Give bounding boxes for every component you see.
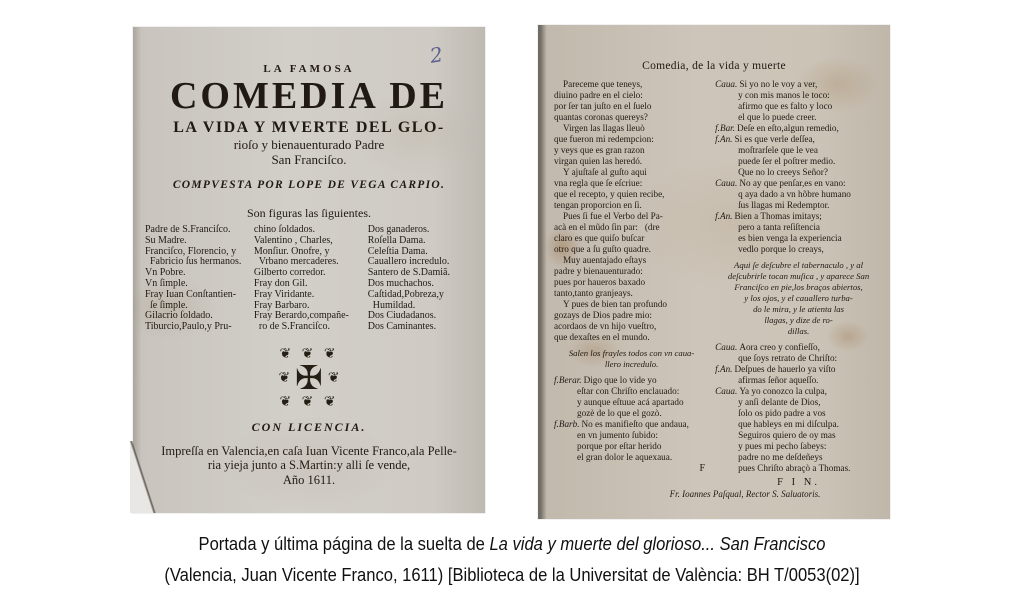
verse-text: gozays de Dios padre mio: <box>554 310 652 320</box>
verse-text: quantas coronas quereys? <box>554 112 648 122</box>
verse-line <box>715 200 882 211</box>
speaker-label: f.Bar. <box>715 123 736 133</box>
verse-line <box>554 430 709 441</box>
subtitle-line-3: San Franciſco. <box>271 152 347 167</box>
page-title: COMEDIA DE <box>169 75 449 117</box>
cast-member: Vn Pobre. <box>145 267 186 279</box>
title-page-scan <box>133 27 485 513</box>
caption-line-2: (Valencia, Juan Vicente Franco, 1611) [Biblioteca de la Universitat de València: BH T/0053(02)] <box>164 565 860 585</box>
verse-text: Si es que verle deſſea, <box>734 134 815 144</box>
verse-text: llero incredulo. <box>604 359 659 369</box>
cast-member: Dos Caminantes. <box>367 321 437 333</box>
speaker-label: Caua. <box>715 386 738 396</box>
verse-text: Pues ſi fue el Verbo del Pa- <box>563 211 663 221</box>
cast-column-3 <box>368 225 475 333</box>
fleuron-band-icon: ❦ ❦ ❦ <box>279 393 339 410</box>
cast-member: Su Madre. <box>145 234 187 246</box>
speaker-label: Caua. <box>715 342 738 352</box>
verse-line <box>554 145 709 156</box>
imprint <box>133 444 485 488</box>
verse-line <box>554 441 709 452</box>
verse-line <box>554 178 709 189</box>
verse-line <box>554 123 709 134</box>
verse-line <box>554 463 709 474</box>
verse-text: el gran dolor le aquexaua. <box>577 452 673 462</box>
verse-text: Deſpues de hauerlo ya viſto <box>734 364 836 374</box>
speaker-label: f.An. <box>715 364 733 374</box>
verse-line <box>715 79 882 90</box>
verse-line <box>554 288 709 299</box>
verse-text: Digo que lo vide yo <box>583 375 657 385</box>
verse-text: otro que a ſu guſto quadre. <box>554 244 651 254</box>
verse-line <box>715 222 882 233</box>
cast-member: Gilberto corredor. <box>253 267 326 279</box>
verse-line <box>715 342 882 353</box>
verse-line <box>715 260 882 271</box>
verse-text: Bien a Thomas imitays; <box>734 211 822 221</box>
cast-member: Padre de S.Franciſco. <box>145 224 231 235</box>
verse-text: Si yo no le voy a ver, <box>739 79 818 89</box>
verse-line <box>554 211 709 222</box>
verse-text: deſcubrirle tocan muſica , y aparece San <box>727 271 870 281</box>
verse-line <box>715 364 882 375</box>
caption-work-title: La vida y muerte del glorioso... San Francisco <box>489 534 826 554</box>
last-page-scan <box>538 25 890 519</box>
verse-line <box>554 419 709 430</box>
verse-line <box>554 101 709 112</box>
verse-text: diuino padre en el cielo: <box>554 90 643 100</box>
verse-text: q aya dado a vn hõbre humano <box>738 189 851 199</box>
verse-line <box>554 277 709 288</box>
verse-line <box>715 419 882 430</box>
verse-line <box>715 430 882 441</box>
subtitle-line-1: LA VIDA Y MVERTE DEL GLO- <box>173 119 445 136</box>
verse-line <box>554 167 709 178</box>
verse-line <box>554 233 709 244</box>
verse-line <box>554 156 709 167</box>
verse-text: eſtar con Chriſto enclauado: <box>577 386 680 396</box>
verse-line <box>554 255 709 266</box>
verse-line <box>715 134 882 145</box>
verse-text: es bien venga la experiencia <box>738 233 842 243</box>
verse-text: que dexaſtes en el mundo. <box>554 332 650 342</box>
cast-member: Valentino , Charles, <box>253 234 333 246</box>
speaker-label: f.Berar. <box>554 375 582 385</box>
verse-line <box>715 315 882 326</box>
verse-text: Muy auentajado eſtays <box>563 255 647 265</box>
verse-line <box>715 189 882 200</box>
verse-text: claro es que quiſo buſcar <box>554 233 645 243</box>
cast-member: Fray don Gil. <box>253 277 308 289</box>
verse-line <box>715 452 882 463</box>
cast-member: Vn ſimple. <box>145 277 188 289</box>
printer-ornament <box>133 347 485 409</box>
cast-member: Vrbano mercaderes. <box>253 256 339 268</box>
verse-line <box>554 112 709 123</box>
verse-text: pues por haueros baxado <box>554 277 646 287</box>
verse-text: Virgen las llagas lleuò <box>563 123 645 133</box>
verse-text: No ay que penſar,es en vano: <box>739 178 846 188</box>
cast-column-2 <box>254 225 366 333</box>
cast-member: Franciſco, Florencio, y <box>145 245 237 257</box>
verse-line <box>554 200 709 211</box>
verse-text: No es manifieſto que andaua, <box>581 419 689 429</box>
cast-member: Tiburcio,Paulo,y Pru- <box>145 321 232 333</box>
verse-line <box>554 332 709 343</box>
verse-line <box>715 145 882 156</box>
verse-line <box>715 304 882 315</box>
fleuron-icon: ❦ <box>278 369 291 386</box>
verse-text: y con mis manos le toco: <box>738 90 830 100</box>
verse-line <box>554 310 709 321</box>
verse-line <box>715 474 882 488</box>
running-header: Comedia, de la vida y muerte <box>642 60 786 72</box>
verse-text: Aqui ſe deſcubre el tabernaculo , y al <box>734 260 864 270</box>
verse-line <box>715 101 882 112</box>
verse-line <box>554 408 709 419</box>
verse-text: Y pues de bien tan profundo <box>563 299 668 309</box>
cast-member: Fray Berardo,compañe- <box>253 310 349 322</box>
verse-text: Pareceme que teneys, <box>563 79 643 89</box>
verse-line <box>715 441 882 452</box>
verse-line <box>554 266 709 277</box>
cast-member: chino ſoldados. <box>253 224 316 235</box>
verse-line <box>715 244 882 255</box>
verse-line <box>554 452 709 463</box>
speaker-label: Caua. <box>715 178 738 188</box>
cast-column-1 <box>145 225 252 333</box>
colophon-approbation: Fr. Ioannes Paſqual, Rector S. Saluatoris. <box>669 489 821 499</box>
verse-text: pues Chriſto abraçò a Thomas. <box>738 463 851 473</box>
verse-text: que hableys en mi diſculpa. <box>738 419 839 429</box>
verse-line <box>554 189 709 200</box>
verse-columns <box>538 72 890 488</box>
verse-text: pero a tanta reſiſtencia <box>738 222 820 232</box>
verse-line <box>715 386 882 397</box>
verse-text: F I N. <box>777 477 820 488</box>
verse-line <box>715 408 882 419</box>
cast-member: Humildad. <box>367 299 416 311</box>
verse-text: puede ſer el poſtrer medio. <box>738 156 836 166</box>
verse-text: Y ajuſtaſe al guſto aqui <box>563 167 647 177</box>
caption-line-1: Portada y última página de la suelta de La vida y muerte del glorioso... San Francisco <box>198 534 826 554</box>
verse-text: ſus llagas mi Redemptor. <box>738 200 830 210</box>
cast-member: Gilacrio ſoldado. <box>145 310 213 322</box>
verse-text: acà en el mũdo ſin par: (dre <box>554 222 660 232</box>
cast-member: Dos Ciudadanos. <box>367 310 437 322</box>
verse-line <box>554 386 709 397</box>
verse-text: en vn jumento ſubido: <box>577 430 658 440</box>
fleuron-band-icon: ❦ ❦ ❦ <box>279 345 339 362</box>
speaker-label: Caua. <box>715 79 738 89</box>
verse-text: que ſoys retrato de Chriſto: <box>738 353 838 363</box>
cast-member: Dos ganaderos. <box>367 224 430 235</box>
verse-line <box>554 359 709 370</box>
cast-member: Cauallero incredulo. <box>367 256 450 268</box>
verse-text: y veys que es gran razon <box>554 145 645 155</box>
verse-text: Seguiros quiero de oy mas <box>738 430 836 440</box>
verse-text: vna regla que ſe eſcriue: <box>554 178 643 188</box>
verse-line <box>715 293 882 304</box>
verse-text: y los ojos, y el cauallero turba- <box>744 293 853 303</box>
verse-text: Franciſco en pie,los braços abiertos, <box>734 282 863 292</box>
cast-member: Fray Barbaro. <box>253 299 310 311</box>
maltese-cross-icon: ✠ <box>295 357 323 397</box>
verse-text: y anſi delante de Dios, <box>738 397 821 407</box>
verse-text: moſtrarſele que le vea <box>738 145 818 155</box>
verse-text: do le mira, y le atienta las <box>753 304 845 314</box>
verse-line <box>715 90 882 101</box>
verse-text: que fueron mi redempcion: <box>554 134 654 144</box>
verse-line <box>715 353 882 364</box>
subtitle-line-2: rioſo y bienauenturado Padre <box>233 137 385 152</box>
verse-line <box>715 233 882 244</box>
imprint-line: Impreſſa en Valencia,en caſa Iuan Vicente Franco,ala Pelle- <box>161 443 457 458</box>
verse-line <box>715 123 882 134</box>
handwritten-folio-number: 2 <box>428 42 445 68</box>
verse-text: y pues mi pecho ſabeys: <box>738 441 827 451</box>
imprint-line: ria yieja junto a S.Martin:y alli ſe vende, <box>207 458 411 473</box>
verse-text: el que lo puede creer. <box>738 112 817 122</box>
fleuron-icon: ❦ <box>327 369 340 386</box>
verse-line <box>715 112 882 123</box>
verse-text: vedlo porque lo creays, <box>738 244 824 254</box>
speaker-label: f.Barb. <box>554 419 580 429</box>
verse-line <box>715 178 882 189</box>
verse-line <box>554 134 709 145</box>
verse-line <box>554 222 709 233</box>
verse-text: F <box>699 463 706 474</box>
cast-member: Monſiur. Onofre, y <box>253 245 330 257</box>
cast-list <box>133 221 485 333</box>
verse-line <box>554 397 709 408</box>
licence-statement: CON LICENCIA. <box>251 419 367 434</box>
verse-text: Ya yo conozco la culpa, <box>739 386 827 396</box>
cast-member: Santero de S.Damiã. <box>367 267 450 279</box>
verse-line <box>554 90 709 101</box>
verse-text: Aora creo y confieſſo, <box>739 342 820 352</box>
verse-text: por ſer tan juſto en el ſuelo <box>554 101 652 111</box>
cast-member: ſe ſimple. <box>145 299 188 311</box>
verse-text: Que no lo creeys Señor? <box>738 167 828 177</box>
cast-member: ro de S.Franciſco. <box>253 321 330 333</box>
verse-line <box>554 375 709 386</box>
cast-member: Fabricio ſus hermanos. <box>145 256 242 268</box>
verse-line <box>715 463 882 474</box>
verse-text: afirmas ſeñor aqueſſo. <box>738 375 819 385</box>
cast-member: Dos muchachos. <box>367 277 434 289</box>
verse-line <box>715 271 882 282</box>
speaker-label: f.An. <box>715 211 733 221</box>
verse-text: afirmo que es falto y loco <box>738 101 833 111</box>
author-byline: COMPVESTA POR LOPE DE VEGA CARPIO. <box>172 179 446 191</box>
verse-text: Deſe en eſto,algun remedio, <box>737 123 839 133</box>
verse-line <box>554 321 709 332</box>
imprint-line: Año 1611. <box>282 472 336 487</box>
verse-line <box>715 397 882 408</box>
verse-line <box>554 348 709 359</box>
verse-text: padre y bienauenturado: <box>554 266 643 276</box>
verse-text: acordaos de vn hijo vueſtro, <box>554 321 657 331</box>
cast-member: Fray Iuan Conſtantien- <box>145 288 237 300</box>
cast-member: Roſella Dama. <box>367 234 426 246</box>
cast-member: Fray Viridante. <box>253 288 315 300</box>
verse-line <box>715 326 882 337</box>
figure-caption <box>41 529 983 591</box>
verse-text: ſolo os pido padre a vos <box>738 408 826 418</box>
cast-list-heading: Son figuras las ſiguientes. <box>247 206 371 220</box>
verse-text: virgan quien las heredó. <box>554 156 643 166</box>
verse-text: Salen los frayles todos con vn caua- <box>568 348 695 358</box>
verse-line <box>715 282 882 293</box>
verse-text: y aunque eſtuue acá apartado <box>577 397 684 407</box>
verse-text: tengan proporcion en ſi. <box>554 200 642 210</box>
verse-line <box>554 79 709 90</box>
verse-line <box>715 156 882 167</box>
verse-column-left <box>554 79 709 488</box>
verse-text: gozè de lo que el gozò. <box>577 408 662 418</box>
cast-member: Celeſtia Dama. <box>367 245 428 257</box>
verse-column-right <box>715 79 882 488</box>
verse-text: padre no me deſdeñeys <box>738 452 823 462</box>
verse-line <box>715 211 882 222</box>
verse-text: que el recepto, y quien recibe, <box>554 189 665 199</box>
series-kicker: LA FAMOSA <box>263 63 355 75</box>
verse-line <box>554 299 709 310</box>
verse-text: porque por eſtar herido <box>577 441 662 451</box>
verse-line <box>715 375 882 386</box>
speaker-label: f.An. <box>715 134 733 144</box>
cast-member: Caſtidad,Pobreza,y <box>367 288 444 300</box>
verse-text: llagas, y dize de ro- <box>764 315 833 325</box>
verse-text: tanto,tanto granjeays. <box>554 288 633 298</box>
verse-line <box>715 167 882 178</box>
verse-text: dillas. <box>787 326 810 336</box>
verse-line <box>554 244 709 255</box>
